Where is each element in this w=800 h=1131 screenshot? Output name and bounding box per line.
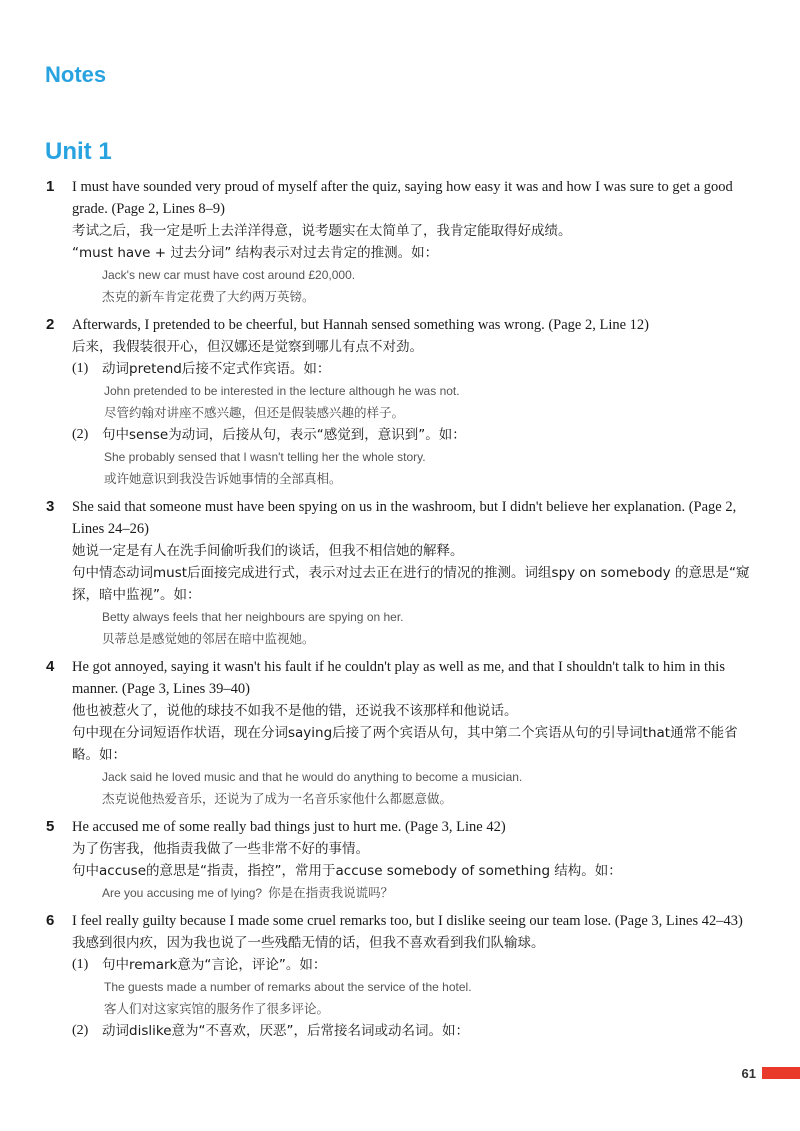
example-chinese: 杰克的新车肯定花费了大约两万英镑。 — [102, 289, 315, 304]
page-accent-bar — [762, 1067, 800, 1079]
sub-point-text: 动词dislike意为“不喜欢，厌恶”，后常接名词或动名词。如： — [102, 1023, 469, 1039]
note-number: 6 — [46, 912, 55, 929]
note-explanation: 句中现在分词短语作状语，现在分词saying后接了两个宾语从句，其中第二个宾语从句的引导词that通常不能省略。如： — [72, 725, 738, 763]
note-number: 2 — [46, 316, 55, 333]
sub-point-label: (2) — [72, 427, 89, 442]
note-1 — [0, 176, 800, 308]
sub-point — [72, 424, 800, 490]
example-english: John pretended to be interested in the lecture although he was not. — [104, 384, 460, 398]
example-chinese: 你是在指责我说谎吗？ — [268, 885, 394, 900]
example-chinese: 客人们对这家宾馆的服务作了很多评论。 — [104, 1001, 330, 1016]
example-english: Are you accusing me of lying? — [102, 886, 263, 900]
notes-heading: Notes — [45, 62, 107, 87]
example-chinese: 尽管约翰对讲座不感兴趣，但还是假装感兴趣的样子。 — [104, 405, 405, 420]
note-translation: 我感到很内疚，因为我也说了一些残酷无情的话，但我不喜欢看到我们队输球。 — [72, 935, 545, 951]
sub-point — [72, 358, 800, 424]
note-sentence: I feel really guilty because I made some cruel remarks too, but I dislike seeing our team lose. (Page 3, Lines 42–43) — [72, 913, 743, 929]
sub-point-label: (1) — [72, 957, 89, 972]
note-translation: 她说一定是有人在洗手间偷听我们的谈话，但我不相信她的解释。 — [72, 543, 464, 559]
example-chinese: 贝蒂总是感觉她的邻居在暗中监视她。 — [102, 631, 315, 646]
note-number: 3 — [46, 498, 55, 515]
notes-list — [0, 176, 800, 1048]
sub-point-label: (2) — [72, 1023, 89, 1038]
note-translation: 为了伤害我，他指责我做了一些非常不好的事情。 — [72, 841, 369, 857]
note-explanation: 句中accuse的意思是“指责，指控”，常用于accuse somebody of something 结构。如： — [72, 863, 622, 879]
note-sentence: He accused me of some really bad things just to hurt me. (Page 3, Line 42) — [72, 819, 506, 835]
sub-point-text: 句中remark意为“言论，评论”。如： — [102, 957, 327, 973]
example-english: Jack said he loved music and that he would do anything to become a musician. — [102, 770, 523, 784]
note-number: 4 — [46, 658, 55, 675]
note-4 — [0, 656, 800, 810]
example-english: Betty always feels that her neighbours are spying on her. — [102, 610, 404, 624]
note-5 — [0, 816, 800, 904]
example-english: She probably sensed that I wasn't telling her the whole story. — [104, 450, 426, 464]
note-translation: 后来，我假装很开心，但汉娜还是觉察到哪儿有点不对劲。 — [72, 339, 423, 355]
note-3 — [0, 496, 800, 650]
sub-point-label: (1) — [72, 361, 89, 376]
note-2 — [0, 314, 800, 490]
note-explanation: 句中情态动词must后面接完成进行式，表示对过去正在进行的情况的推测。词组spy on somebody 的意思是“窥探，暗中监视”。如： — [72, 565, 750, 603]
note-sentence: He got annoyed, saying it wasn't his fault if he couldn't play as well as me, and that I shouldn't talk to him in this manner. (Page 3, Lines 39–40) — [72, 659, 725, 697]
example-english: Jack's new car must have cost around £20,000. — [102, 268, 356, 282]
example-chinese: 或许她意识到我没告诉她事情的全部真相。 — [104, 471, 342, 486]
example-english: The guests made a number of remarks about the service of the hotel. — [104, 980, 472, 994]
note-translation: 他也被惹火了，说他的球技不如我不是他的错，还说我不该那样和他说话。 — [72, 703, 518, 719]
note-sentence: I must have sounded very proud of myself after the quiz, saying how easy it was and how I was sure to get a good grade. (Page 2, Lines 8–9) — [72, 179, 733, 217]
sub-point-text: 句中sense为动词，后接从句，表示“感觉到，意识到”。如： — [102, 427, 466, 443]
unit-heading: Unit 1 — [45, 138, 112, 165]
note-sentence: Afterwards, I pretended to be cheerful, but Hannah sensed something was wrong. (Page 2, Line 12) — [72, 317, 650, 333]
note-number: 5 — [46, 818, 55, 835]
page-footer — [742, 1064, 800, 1082]
example-chinese: 杰克说他热爱音乐，还说为了成为一名音乐家他什么都愿意做。 — [102, 791, 453, 806]
note-explanation: “must have + 过去分词” 结构表示对过去肯定的推测。如： — [72, 245, 439, 261]
sub-point-text: 动词pretend后接不定式作宾语。如： — [102, 361, 331, 377]
page-number: 61 — [741, 1065, 756, 1081]
sub-point — [72, 1020, 800, 1042]
note-translation: 考试之后，我一定是听上去洋洋得意，说考题实在太简单了，我肯定能取得好成绩。 — [72, 223, 572, 239]
sub-point — [72, 954, 800, 1020]
note-sentence: She said that someone must have been spying on us in the washroom, but I didn't believe her explanation. (Page 2, Lines 24–26) — [72, 499, 737, 537]
note-number: 1 — [46, 178, 55, 195]
note-6 — [0, 910, 800, 1042]
